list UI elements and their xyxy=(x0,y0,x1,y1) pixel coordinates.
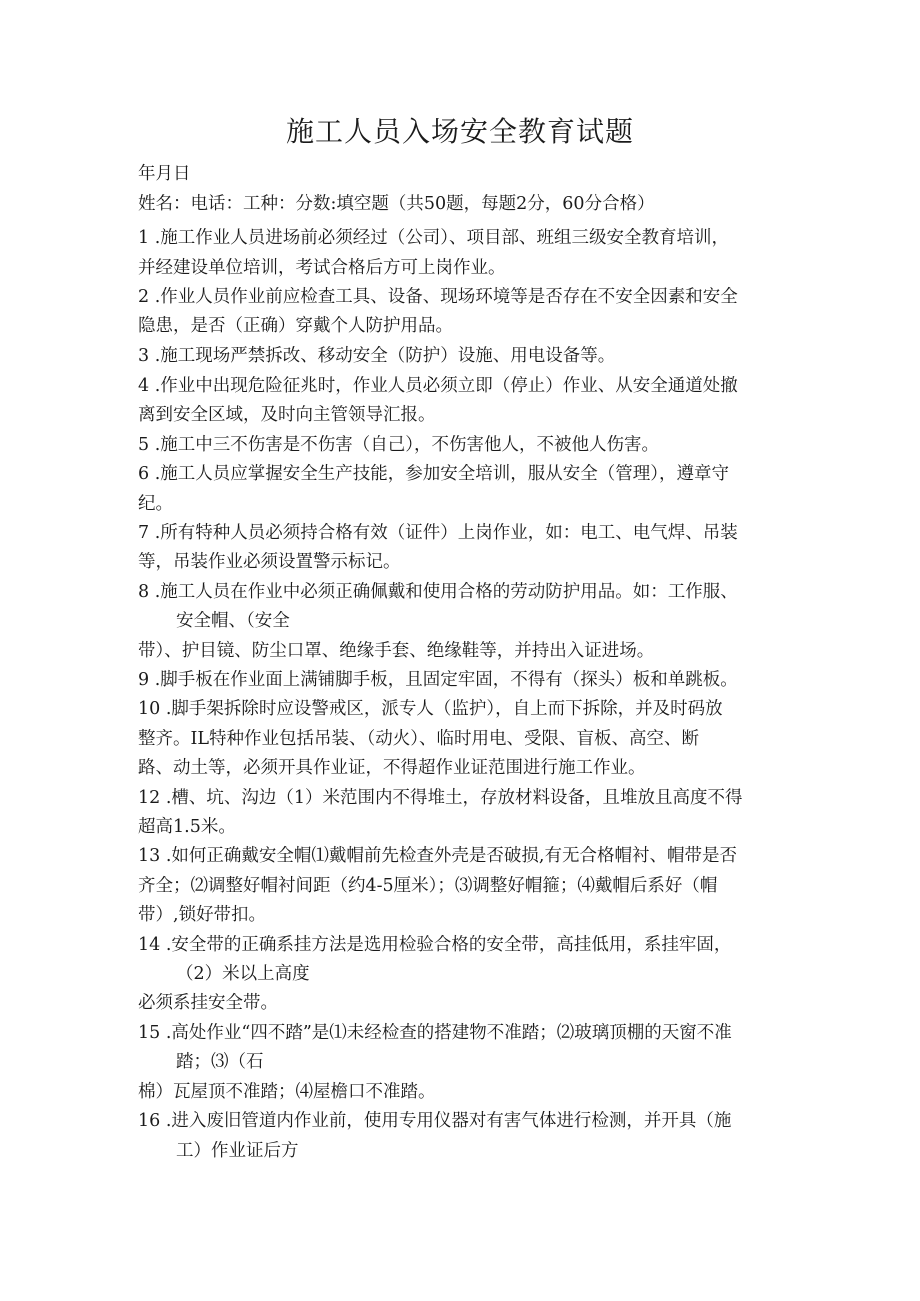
text-line: 棉）瓦屋顶不准踏；⑷屋檐口不准踏。 xyxy=(138,1082,436,1102)
text-line: 3 .施工现场严禁拆改、移动安全（防护）设施、用电设备等。 xyxy=(138,346,616,366)
text-line: 2 .作业人员作业前应检查工具、设备、现场环境等是否存在不安全因素和安全 xyxy=(138,287,738,307)
page-title: 施工人员入场安全教育试题 xyxy=(285,115,634,148)
text-line: 离到安全区域，及时向主管领导汇报。 xyxy=(138,405,436,425)
text-line: 15 .高处作业“四不踏”是⑴未经检查的搭建物不准踏；⑵玻璃顶棚的天窗不准 xyxy=(138,1023,732,1043)
text-line: 7 .所有特种人员必须持合格有效（证件）上岗作业，如：电工、电气焊、吊装 xyxy=(138,523,738,543)
text-line: 12 .槽、坑、沟边（1）米范围内不得堆土，存放材料设备，且堆放且高度不得 xyxy=(138,788,743,808)
text-line: 4 .作业中出现危险征兆时，作业人员必须立即（停止）作业、从安全通道处撤 xyxy=(138,376,738,396)
text-line: 必须系挂安全带。 xyxy=(138,993,278,1013)
text-line: 10 .脚手架拆除时应设警戒区，派专人（监护），自上而下拆除，并及时码放 xyxy=(138,699,723,719)
text-line: 带）,锁好带扣。 xyxy=(138,905,267,925)
text-line: 纪。 xyxy=(138,494,173,514)
text-line: 等，吊装作业必须设置警示标记。 xyxy=(138,552,401,572)
text-line: 带）、护目镜、防尘口罩、绝缘手套、绝缘鞋等，并持出入证进场。 xyxy=(138,641,655,661)
text-line: 齐全；⑵调整好帽衬间距（约4-5厘米）；⑶调整好帽箍；⑷戴帽后系好（帽 xyxy=(138,876,718,896)
text-line: 路、动土等，必须开具作业证，不得超作业证范围进行施工作业。 xyxy=(138,758,646,778)
text-line: 1 .施工作业人员进场前必须经过（公司）、项目部、班组三级安全教育培训， xyxy=(138,228,730,248)
text-line: 安全帽、（安全 xyxy=(176,611,290,631)
text-line: 14 .安全带的正确系挂方法是选用检验合格的安全带，高挂低用，系挂牢固， xyxy=(138,935,732,955)
text-line: 工）作业证后方 xyxy=(176,1141,299,1161)
text-line: 6 .施工人员应掌握安全生产技能，参加安全培训，服从安全（管理），遵章守 xyxy=(138,464,730,484)
text-line: 并经建设单位培训，考试合格后方可上岗作业。 xyxy=(138,258,506,278)
text-line: （2）米以上高度 xyxy=(176,964,310,984)
text-line: 5 .施工中三不伤害是不伤害（自己），不伤害他人，不被他人伤害。 xyxy=(138,435,660,455)
text-line: 隐患，是否（正确）穿戴个人防护用品。 xyxy=(138,316,453,336)
text-line: 9 .脚手板在作业面上满铺脚手板，且固定牢固，不得有（探头）板和单跳板。 xyxy=(138,670,738,690)
text-line: 16 .进入废旧管道内作业前，使用专用仪器对有害气体进行检测，并开具（施 xyxy=(138,1111,732,1131)
header-line: 姓名：电话：工种：分数:填空题（共50题，每题2分，60分合格） xyxy=(138,194,655,214)
text-line: 8 .施工人员在作业中必须正确佩戴和使用合格的劳动防护用品。如：工作服、 xyxy=(138,582,738,602)
text-line: 整齐。IL特种作业包括吊装、（动火）、临时用电、受限、盲板、高空、断 xyxy=(138,729,700,749)
text-line: 13 .如何正确戴安全帽⑴戴帽前先检查外壳是否破损,有无合格帽衬、帽带是否 xyxy=(138,846,737,866)
text-line: 踏；⑶（石 xyxy=(176,1052,264,1072)
text-line: 超高1.5米。 xyxy=(138,817,236,837)
date-line: 年月日 xyxy=(138,164,191,184)
